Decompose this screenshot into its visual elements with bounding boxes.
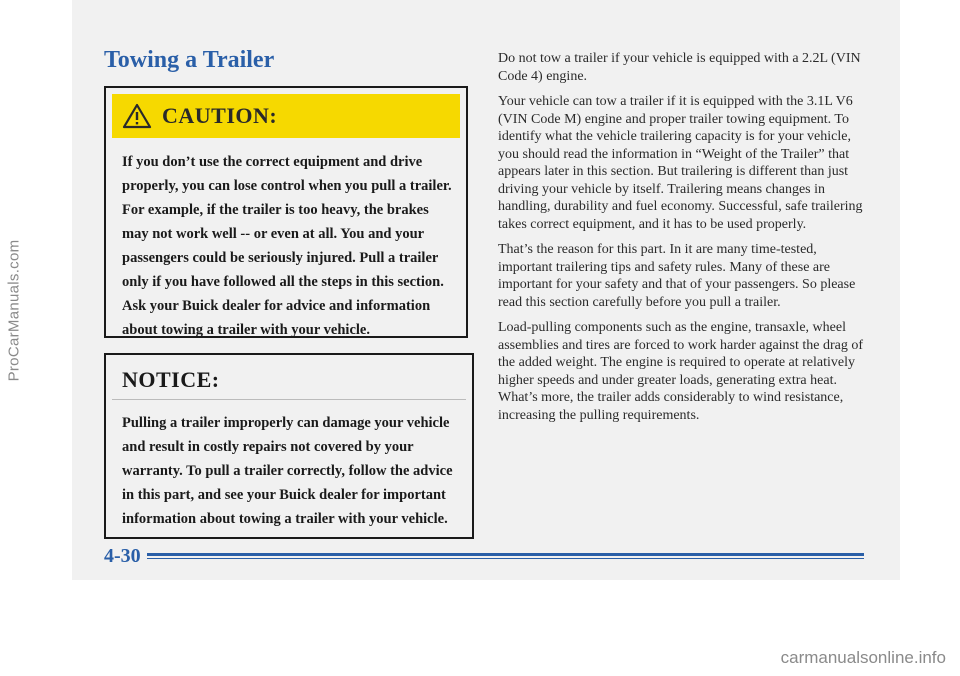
paragraph: That’s the reason for this part. In it are many time-tested, important trailering tips and safety rules. Many of these are important for your safety and that of your passengers. So please read this section carefully before you pull a trailer. [498, 242, 856, 310]
page-title: Towing a Trailer [104, 47, 275, 73]
bottom-watermark: carmanualsonline.info [780, 648, 946, 667]
paragraph: Your vehicle can tow a trailer if it is equipped with the 3.1L V6 (VIN Code M) engine and proper trailer towing equipment. To identify what the vehicle trailering capacity is for your vehicle, you should read the information in “Weight of the Trailer” that appears later in this section. But trailering is different than just driving your vehicle by itself. Trailering means changes in handling, durability and fuel economy. Successful, safe trailering takes correct equipment, and it has to be used properly. [498, 94, 863, 232]
paragraph: Load-pulling components such as the engine, transaxle, wheel assemblies and tires are forced to work harder against the drag of the added weight. The engine is required to operate at relatively higher speeds and under greater loads, generating extra heat. What’s more, the trailer adds considerably to wind resistance, increasing the pulling requirements. [498, 320, 864, 423]
body-text-column [498, 50, 870, 432]
footer-rule-thin [147, 558, 864, 559]
side-watermark-text: ProCarManuals.com [5, 239, 23, 381]
page-number: 4-30 [104, 544, 141, 567]
page-footer [104, 544, 864, 568]
footer-rule [147, 553, 864, 559]
notice-header [112, 361, 466, 400]
side-watermark [2, 110, 26, 510]
footer-rule-thick [147, 553, 864, 556]
caution-text: If you don’t use the correct equipment and drive properly, you can lose control when you pull a trailer. For example, if the trailer is too heavy, the brakes may not work well -- or even at all. You and your passengers could be seriously injured. Pull a trailer only if you have followed all the steps in this section. Ask your Buick dealer for advice and information about towing a trailer with your vehicle. [122, 154, 452, 338]
warning-triangle-icon [122, 103, 152, 129]
notice-title: NOTICE: [122, 367, 220, 392]
notice-text: Pulling a trailer improperly can damage your vehicle and result in costly repairs not covered by your warranty. To pull a trailer correctly, follow the advice in this part, and see your Buick dealer for important information about towing a trailer with your vehicle. [122, 415, 453, 527]
caution-title: CAUTION: [162, 103, 278, 128]
caution-header [112, 94, 460, 138]
paragraph: Do not tow a trailer if your vehicle is equipped with a 2.2L (VIN Code 4) engine. [498, 51, 861, 84]
caution-box [104, 86, 468, 338]
notice-box [104, 353, 474, 539]
